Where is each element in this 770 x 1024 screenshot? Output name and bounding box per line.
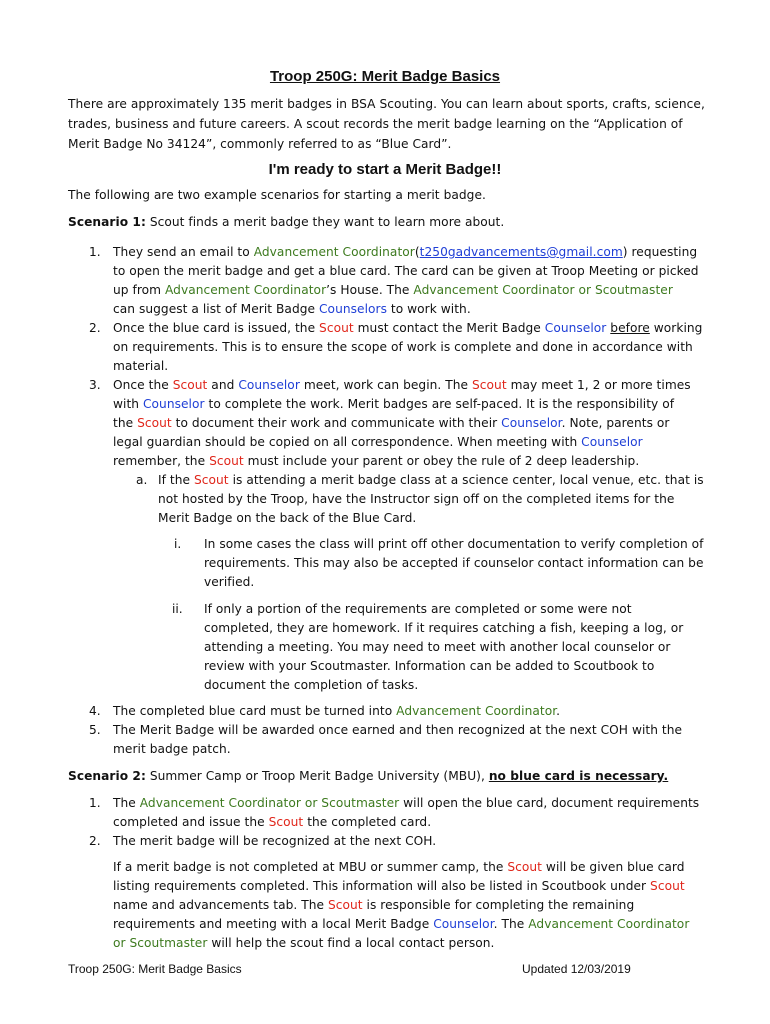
scenario-1-heading: Scenario 1: Scout finds a merit badge they want to learn more about. xyxy=(68,215,505,229)
list-number: 2. xyxy=(89,321,101,335)
list-item-line: Once the blue card is issued, the Scout must contact the Merit Badge Counselor before working xyxy=(113,321,703,335)
paragraph-line: requirements and meeting with a local Merit Badge Counselor. The Advancement Coordinator xyxy=(113,917,690,931)
list-item-line: legal guardian should be copied on all correspondence. When meeting with Counselor xyxy=(113,435,643,449)
list-number: 1. xyxy=(89,245,101,259)
list-item-line: verified. xyxy=(204,575,255,589)
list-item-line: completed and issue the Scout the completed card. xyxy=(113,815,432,829)
email-link[interactable]: t250gadvancements@gmail.com xyxy=(419,245,623,259)
list-item-line: If only a portion of the requirements are completed or some were not xyxy=(204,602,632,616)
paragraph-line: If a merit badge is not completed at MBU or summer camp, the Scout will be given blue card xyxy=(113,860,685,874)
list-number: 2. xyxy=(89,834,101,848)
list-item-line: can suggest a list of Merit Badge Counselors to work with. xyxy=(113,302,471,316)
lead-text: The following are two example scenarios for starting a merit badge. xyxy=(68,188,486,202)
intro-line-3: Merit Badge No 34124”, commonly referred to as “Blue Card”. xyxy=(68,137,452,151)
list-item-line: They send an email to Advancement Coordinator(t250gadvancements@gmail.com) requesting xyxy=(113,245,698,259)
list-roman: i. xyxy=(174,537,182,551)
list-item-line: the Scout to document their work and communicate with their Counselor. Note, parents or xyxy=(113,416,670,430)
list-item-line: The Merit Badge will be awarded once earned and then recognized at the next COH with the xyxy=(113,723,683,737)
list-item-line: material. xyxy=(113,359,169,373)
list-item-line: with Counselor to complete the work. Merit badges are self-paced. It is the responsibility of xyxy=(113,397,675,411)
scenario-2-label: Scenario 2: xyxy=(68,769,146,783)
list-item-line: not hosted by the Troop, have the Instructor sign off on the completed items for the xyxy=(158,492,675,506)
list-item-line: The merit badge will be recognized at the next COH. xyxy=(113,834,437,848)
paragraph-line: listing requirements completed. This information will also be listed in Scoutbook under Scout xyxy=(113,879,685,893)
list-item-line: on requirements. This is to ensure the scope of work is complete and done in accordance with xyxy=(113,340,693,354)
list-number: 5. xyxy=(89,723,101,737)
section-heading: I'm ready to start a Merit Badge!! xyxy=(268,161,502,178)
list-number: 4. xyxy=(89,704,101,718)
paragraph-line: or Scoutmaster will help the scout find a local contact person. xyxy=(113,936,495,950)
list-roman: ii. xyxy=(172,602,183,616)
list-item-line: If the Scout is attending a merit badge class at a science center, local venue, etc. that is xyxy=(158,473,704,487)
list-item-line: requirements. This may also be accepted if counselor contact information can be xyxy=(204,556,704,570)
list-item-line: The Advancement Coordinator or Scoutmaster will open the blue card, document requirements xyxy=(113,796,700,810)
intro-line-2: trades, business and future careers. A scout records the merit badge learning on the “Application of xyxy=(68,117,683,131)
list-item-line: remember, the Scout must include your parent or obey the rule of 2 deep leadership. xyxy=(113,454,640,468)
scenario-2-heading: Scenario 2: Summer Camp or Troop Merit Badge University (MBU), no blue card is necessary. xyxy=(68,769,669,783)
intro-line-1: There are approximately 135 merit badges in BSA Scouting. You can learn about sports, crafts, science, xyxy=(68,97,705,111)
list-item-line: completed, they are homework. If it requires catching a fish, keeping a log, or xyxy=(204,621,684,635)
list-letter: a. xyxy=(136,473,148,487)
list-number: 3. xyxy=(89,378,101,392)
list-item-line: to open the merit badge and get a blue card. The card can be given at Troop Meeting or picked xyxy=(113,264,699,278)
page-title: Troop 250G: Merit Badge Basics xyxy=(269,68,501,85)
list-item-line: document the completion of tasks. xyxy=(204,678,419,692)
list-item-line: In some cases the class will print off other documentation to verify completion of xyxy=(204,537,704,551)
list-item-line: The completed blue card must be turned into Advancement Coordinator. xyxy=(113,704,561,718)
footer-left: Troop 250G: Merit Badge Basics xyxy=(68,962,242,976)
list-item-line: up from Advancement Coordinator’s House. The Advancement Coordinator or Scoutmaster xyxy=(113,283,673,297)
list-item-line: merit badge patch. xyxy=(113,742,231,756)
list-item-line: review with your Scoutmaster. Information can be added to Scoutbook to xyxy=(204,659,655,673)
footer-right: Updated 12/03/2019 xyxy=(522,962,631,976)
scenario-1-label: Scenario 1: xyxy=(68,215,146,229)
list-number: 1. xyxy=(89,796,101,810)
list-item-line: Merit Badge on the back of the Blue Card. xyxy=(158,511,417,525)
paragraph-line: name and advancements tab. The Scout is responsible for completing the remaining xyxy=(113,898,635,912)
list-item-line: Once the Scout and Counselor meet, work can begin. The Scout may meet 1, 2 or more times xyxy=(113,378,691,392)
scenario-2-emphasis: no blue card is necessary. xyxy=(488,769,669,783)
list-item-line: attending a meeting. You may need to meet with another local counselor or xyxy=(204,640,671,654)
